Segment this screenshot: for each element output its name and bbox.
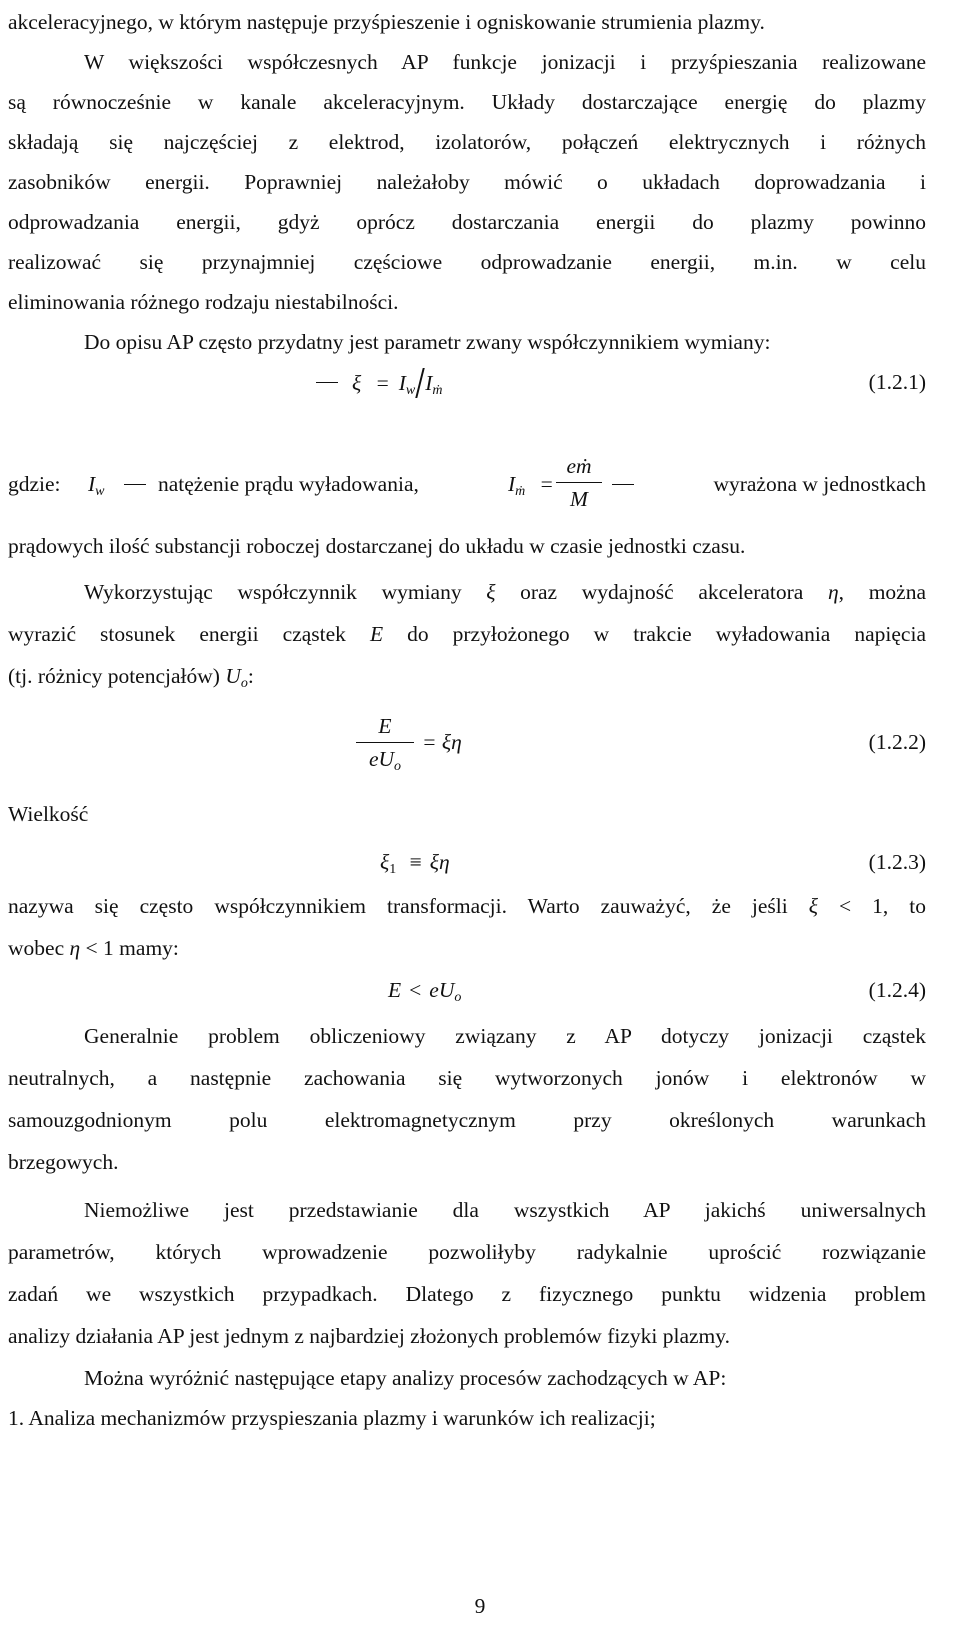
- equation-number: (1.2.3): [868, 850, 926, 874]
- fraction-em-over-m: [556, 452, 602, 513]
- text-line: akceleracyjnego, w którym następuje przyśpieszenie i ogniskowanie strumienia plazmy.: [8, 10, 765, 34]
- text-line: wobec η < 1 mamy:: [8, 936, 179, 960]
- equation-number: (1.2.4): [868, 978, 926, 1002]
- fraction-numerator: E: [378, 714, 392, 738]
- text-line: Niemożliwe jest przedstawianie dla wszystkich AP jakichś uniwersalnych: [84, 1198, 926, 1222]
- current-symbol: I: [88, 472, 96, 496]
- text-line: brzegowych.: [8, 1150, 119, 1174]
- text-line: są równocześnie w kanale akceleracyjnym. Układy dostarczające energię do plazmy: [8, 90, 926, 114]
- text-line: składają się najczęściej z elektrod, izolatorów, połączeń elektrycznych i różnych: [8, 130, 926, 154]
- equals-sign: =: [540, 472, 553, 496]
- equation-1-2-1: [316, 368, 443, 398]
- eta-symbol: η: [69, 936, 81, 960]
- text-line: samouzgodnionym polu elektromagnetycznym przy określonych warunkach: [8, 1108, 926, 1132]
- xi-symbol: ξ: [380, 850, 390, 874]
- subscript-w: w: [405, 383, 416, 398]
- iw-symbol-group: [88, 470, 105, 498]
- subscript-w: w: [95, 484, 105, 499]
- fraction-denominator: M: [570, 487, 588, 511]
- text-line: neutralnych, a następnie zachowania się wytworzonych jonów i elektronów w: [8, 1066, 926, 1090]
- equation-1-2-4: $E < eU_o$: [388, 978, 462, 1005]
- equation-number: (1.2.2): [868, 730, 926, 754]
- slash-mark: [416, 368, 425, 398]
- text-line: realizować się przynajmniej częściowe odprowadzanie energii, m.in. w celu: [8, 250, 926, 274]
- energy-symbol: E: [369, 622, 384, 646]
- text-line: eliminowania różnego rodzaju niestabilności.: [8, 290, 399, 314]
- page-number: 9: [474, 1594, 486, 1618]
- list-item: 1. Analiza mechanizmów przyspieszania plazmy i warunków ich realizacji;: [8, 1406, 656, 1430]
- fraction-e-over-euo: E $eU_o$: [356, 712, 414, 773]
- eta-symbol: η: [828, 580, 839, 604]
- text-line: prądowych ilość substancji roboczej dostarczanej do układu w czasie jednostki czasu.: [8, 534, 746, 558]
- equivalence-sign: ≡: [409, 850, 422, 874]
- text-line: Wykorzystując współczynnik wymiany ξ oraz wydajność akceleratora η, można: [84, 580, 926, 604]
- dash-mark: [316, 382, 338, 383]
- text-line: Do opisu AP często przydatny jest parametr zwany współczynnikiem wymiany:: [84, 330, 771, 354]
- voltage-symbol: U: [225, 664, 241, 688]
- fraction-bar: [356, 742, 414, 743]
- im-symbol-group: [508, 470, 553, 498]
- text-line: odprowadzania energii, gdyż oprócz dostarczania energii do plazmy powinno: [8, 210, 926, 234]
- definition-line: [8, 470, 61, 498]
- dash-mark: [612, 484, 634, 485]
- equals-sign: =: [376, 371, 389, 395]
- definition-text: natężenie prądu wyładowania,: [158, 472, 419, 496]
- text-line: Można wyróżnić następujące etapy analizy procesów zachodzących w AP:: [84, 1366, 727, 1390]
- dash-mark: [124, 484, 146, 485]
- text-line: Wielkość: [8, 802, 89, 826]
- text-line: Generalnie problem obliczeniowy związany z AP dotyczy jonizacji cząstek: [84, 1024, 926, 1048]
- text-line: W większości współczesnych AP funkcje jonizacji i przyśpieszania realizowane: [84, 50, 926, 74]
- definition-text: wyrażona w jednostkach: [713, 472, 926, 496]
- current-symbol: I: [508, 472, 516, 496]
- equation-number: (1.2.1): [868, 370, 926, 394]
- text-line: nazywa się często współczynnikiem transformacji. Warto zauważyć, że jeśli ξ < 1, to: [8, 894, 926, 918]
- text-line: parametrów, których wprowadzenie pozwoliłyby radykalnie uprościć rozwiązanie: [8, 1240, 926, 1264]
- equation-1-2-3: $\xi_1 \equiv \xi\eta$: [380, 850, 450, 877]
- text-line: analizy działania AP jest jednym z najbardziej złożonych problemów fizyki plazmy.: [8, 1324, 730, 1348]
- fraction-numerator: eṁ: [566, 454, 592, 478]
- subscript-m-dot: ṁ: [432, 383, 443, 398]
- current-symbol: I: [425, 371, 433, 395]
- xi-symbol: ξ: [808, 894, 818, 918]
- xi-symbol: ξ: [352, 371, 362, 395]
- subscript-m-dot: ṁ: [515, 484, 526, 499]
- gdzie-label: gdzie:: [8, 472, 61, 496]
- text-line: wyrazić stosunek energii cząstek E do przyłożonego w trakcie wyładowania napięcia: [8, 622, 926, 646]
- current-symbol: I: [398, 371, 406, 395]
- xi-symbol: ξ: [486, 580, 496, 604]
- equation-rhs: = ξη: [422, 730, 462, 754]
- fraction-bar: [556, 482, 602, 483]
- text-line: zasobników energii. Poprawniej należałoby mówić o układach doprowadzania i: [8, 170, 926, 194]
- text-line: (tj. różnicy potencjałów) $U_o$:: [8, 664, 254, 691]
- fraction-denominator: eU: [368, 747, 395, 771]
- text-line: zadań we wszystkich przypadkach. Dlatego z fizycznego punktu widzenia problem: [8, 1282, 926, 1306]
